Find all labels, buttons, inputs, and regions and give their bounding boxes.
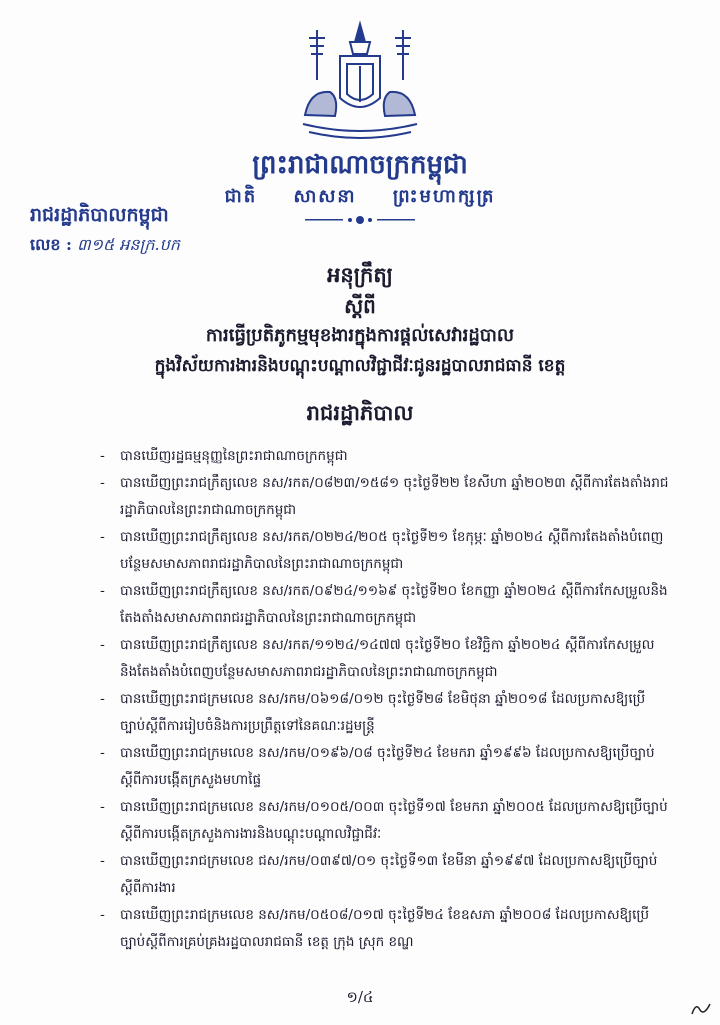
document-type: អនុក្រឹត្យ bbox=[327, 262, 393, 287]
subject-line-2: ក្នុងវិស័យការងារនិងបណ្តុះបណ្តាលវិជ្ជាជីវៈជូនរដ្ឋបាលរាជធានី ខេត្ត bbox=[154, 356, 566, 376]
list-item: - បានឃើញព្រះរាជក្រមលេខ នស/រកម/០១០៥/០០៣ ចុះថ្ងៃទី១៧ ខែមករា ឆ្នាំ២០០៥ ដែលប្រកាសឱ្យប្រើច្បាប់ស្តីពីការបង្កើតក្រសួងការងារនិងបណ្តុះបណ្តាលវិជ្ជាជីវៈ bbox=[100, 794, 670, 848]
list-item: - បានឃើញព្រះរាជក្រឹត្យលេខ នស/រកត/១១២៤/១៤៧៧ ចុះថ្ងៃទី២០ ខែវិច្ឆិកា ឆ្នាំ២០២៤ ស្តីពីការកែសម្រួលនិងតែងតាំងបំពេញបន្ថែមសមាសភាពរាជរដ្ឋាភិបាលនៃព្រះរាជាណាចក្រកម្ពុជា bbox=[100, 632, 670, 686]
recitals-list bbox=[100, 443, 670, 956]
list-item: - បានឃើញព្រះរាជក្រមលេខ ជស/រកម/០៣៩៧/០១ ចុះថ្ងៃទី១៣ ខែមីនា ឆ្នាំ១៩៩៧ ដែលប្រកាសឱ្យប្រើច្បាប់ស្តីពីការងារ bbox=[100, 848, 670, 902]
recital-text: បានឃើញព្រះរាជក្រឹត្យលេខ នស/រកត/០២២៤/២០៥ ចុះថ្ងៃទី២១ ខែកុម្ភៈ ឆ្នាំ២០២៤ ស្តីពីការតែងតាំងបំពេញបន្ថែមសមាសភាពរាជរដ្ឋាភិបាលនៃព្រះរាជាណាចក្រកម្ពុជា bbox=[120, 529, 664, 572]
reference-number bbox=[30, 234, 180, 258]
kingdom-title: ព្រះរាជាណាចក្រកម្ពុជា bbox=[252, 150, 468, 180]
recital-text: បានឃើញព្រះរាជក្រឹត្យលេខ នស/រកត/១១២៤/១៤៧៧ ចុះថ្ងៃទី២០ ខែវិច្ឆិកា ឆ្នាំ២០២៤ ស្តីពីការកែសម្រួលនិងតែងតាំងបំពេញបន្ថែមសមាសភាពរាជរដ្ឋាភិបាលនៃព្រះរាជាណាចក្រកម្ពុជា bbox=[120, 637, 655, 680]
list-item: - បានឃើញព្រះរាជក្រឹត្យលេខ នស/រកត/០៩២៤/១១៦៩ ចុះថ្ងៃទី២០ ខែកញ្ញា ឆ្នាំ២០២៤ ស្តីពីការកែសម្រួលនិងតែងតាំងសមាសភាពរាជរដ្ឋាភិបាលនៃព្រះរាជាណាចក្រកម្ពុជា bbox=[100, 578, 670, 632]
recital-text: បានឃើញព្រះរាជក្រមលេខ នស/រកម/០១៩៦/០៨ ចុះថ្ងៃទី២៤ ខែមករា ឆ្នាំ១៩៩៦ ដែលប្រកាសឱ្យប្រើច្បាប់ស្តីពីការបង្កើតក្រសួងមហាផ្ទៃ bbox=[120, 745, 655, 788]
handwritten-initials-icon bbox=[690, 1000, 712, 1018]
list-item: - បានឃើញព្រះរាជក្រឹត្យលេខ នស/រកត/០៨២៣/១៥៨១ ចុះថ្ងៃទី២២ ខែសីហា ឆ្នាំ២០២៣ ស្តីពីការតែងតាំងរាជរដ្ឋាភិបាលនៃព្រះរាជាណាចក្រកម្ពុជា bbox=[100, 470, 670, 524]
reference-value: ៣១៥ អនក្រ.បក bbox=[77, 235, 180, 254]
recital-text: បានឃើញព្រះរាជក្រឹត្យលេខ នស/រកត/០៨២៣/១៥៨១ ចុះថ្ងៃទី២២ ខែសីហា ឆ្នាំ២០២៣ ស្តីពីការតែងតាំងរាជរដ្ឋាភិបាលនៃព្រះរាជាណាចក្រកម្ពុជា bbox=[120, 475, 669, 518]
subject-line-1: ការធ្វើប្រតិភូកម្មមុខងារក្នុងការផ្តល់សេវារដ្ឋបាល bbox=[205, 325, 515, 346]
recital-text: បានឃើញព្រះរាជក្រមលេខ នស/រកម/០៦១៨/០១២ ចុះថ្ងៃទី២៨ ខែមិថុនា ឆ្នាំ២០១៨ ដែលប្រកាសឱ្យប្រើច្បាប់ស្តីពីការរៀបចំនិងការប្រព្រឹត្តទៅនៃគណៈរដ្ឋមន្ត្រី bbox=[120, 691, 646, 734]
list-item: - បានឃើញព្រះរាជក្រមលេខ នស/រកម/០៥០៨/០១៧ ចុះថ្ងៃទី២៤ ខែឧសភា ឆ្នាំ២០០៨ ដែលប្រកាសឱ្យប្រើច្បាប់ស្តីពីការគ្រប់គ្រងរដ្ឋបាលរាជធានី ខេត្ត ក្រុង ស្រុក ខណ្ឌ bbox=[100, 902, 670, 956]
issuer-heading: រាជរដ្ឋាភិបាល bbox=[306, 400, 414, 425]
recital-text: បានឃើញព្រះរាជក្រមលេខ នស/រកម/០១០៥/០០៣ ចុះថ្ងៃទី១៧ ខែមករា ឆ្នាំ២០០៥ ដែលប្រកាសឱ្យប្រើច្បាប់ស្តីពីការបង្កើតក្រសួងការងារនិងបណ្តុះបណ្តាលវិជ្ជាជីវៈ bbox=[120, 799, 668, 842]
government-name: រាជរដ្ឋាភិបាលកម្ពុជា bbox=[30, 204, 169, 226]
royal-emblem-icon bbox=[295, 20, 425, 145]
recital-text: បានឃើញព្រះរាជក្រមលេខ នស/រកម/០៥០៨/០១៧ ចុះថ្ងៃទី២៤ ខែឧសភា ឆ្នាំ២០០៨ ដែលប្រកាសឱ្យប្រើច្បាប់ស្តីពីការគ្រប់គ្រងរដ្ឋបាលរាជធានី ខេត្ត ក្រុង ស្រុក ខណ្ឌ bbox=[120, 907, 650, 950]
list-item: - បានឃើញរដ្ឋធម្មនុញ្ញនៃព្រះរាជាណាចក្រកម្ពុជា bbox=[100, 443, 670, 470]
motto-religion: សាសនា bbox=[293, 186, 357, 207]
page-number: ១/៤ bbox=[346, 988, 374, 1006]
recital-text: បានឃើញរដ្ឋធម្មនុញ្ញនៃព្រះរាជាណាចក្រកម្ពុជា bbox=[120, 448, 348, 464]
about-label: ស្តីពី bbox=[344, 294, 376, 318]
list-item: - បានឃើញព្រះរាជក្រមលេខ នស/រកម/០៦១៨/០១២ ចុះថ្ងៃទី២៨ ខែមិថុនា ឆ្នាំ២០១៨ ដែលប្រកាសឱ្យប្រើច្បាប់ស្តីពីការរៀបចំនិងការប្រព្រឹត្តទៅនៃគណៈរដ្ឋមន្ត្រី bbox=[100, 686, 670, 740]
motto-king: ព្រះមហាក្សត្រ bbox=[392, 186, 496, 207]
list-item: - បានឃើញព្រះរាជក្រមលេខ នស/រកម/០១៩៦/០៨ ចុះថ្ងៃទី២៤ ខែមករា ឆ្នាំ១៩៩៦ ដែលប្រកាសឱ្យប្រើច្បាប់ស្តីពីការបង្កើតក្រសួងមហាផ្ទៃ bbox=[100, 740, 670, 794]
list-item: - បានឃើញព្រះរាជក្រឹត្យលេខ នស/រកត/០២២៤/២០៥ ចុះថ្ងៃទី២១ ខែកុម្ភៈ ឆ្នាំ២០២៤ ស្តីពីការតែងតាំងបំពេញបន្ថែមសមាសភាពរាជរដ្ឋាភិបាលនៃព្រះរាជាណាចក្រកម្ពុជា bbox=[100, 524, 670, 578]
ornament-divider-icon bbox=[305, 214, 415, 226]
reference-label: លេខ : bbox=[30, 235, 72, 254]
motto-nation: ជាតិ bbox=[224, 186, 258, 207]
recital-text: បានឃើញព្រះរាជក្រឹត្យលេខ នស/រកត/០៩២៤/១១៦៩ ចុះថ្ងៃទី២០ ខែកញ្ញា ឆ្នាំ២០២៤ ស្តីពីការកែសម្រួលនិងតែងតាំងសមាសភាពរាជរដ្ឋាភិបាលនៃព្រះរាជាណាចក្រកម្ពុជា bbox=[120, 583, 668, 626]
recital-text: បានឃើញព្រះរាជក្រមលេខ ជស/រកម/០៣៩៧/០១ ចុះថ្ងៃទី១៣ ខែមីនា ឆ្នាំ១៩៩៧ ដែលប្រកាសឱ្យប្រើច្បាប់ស្តីពីការងារ bbox=[120, 853, 658, 896]
